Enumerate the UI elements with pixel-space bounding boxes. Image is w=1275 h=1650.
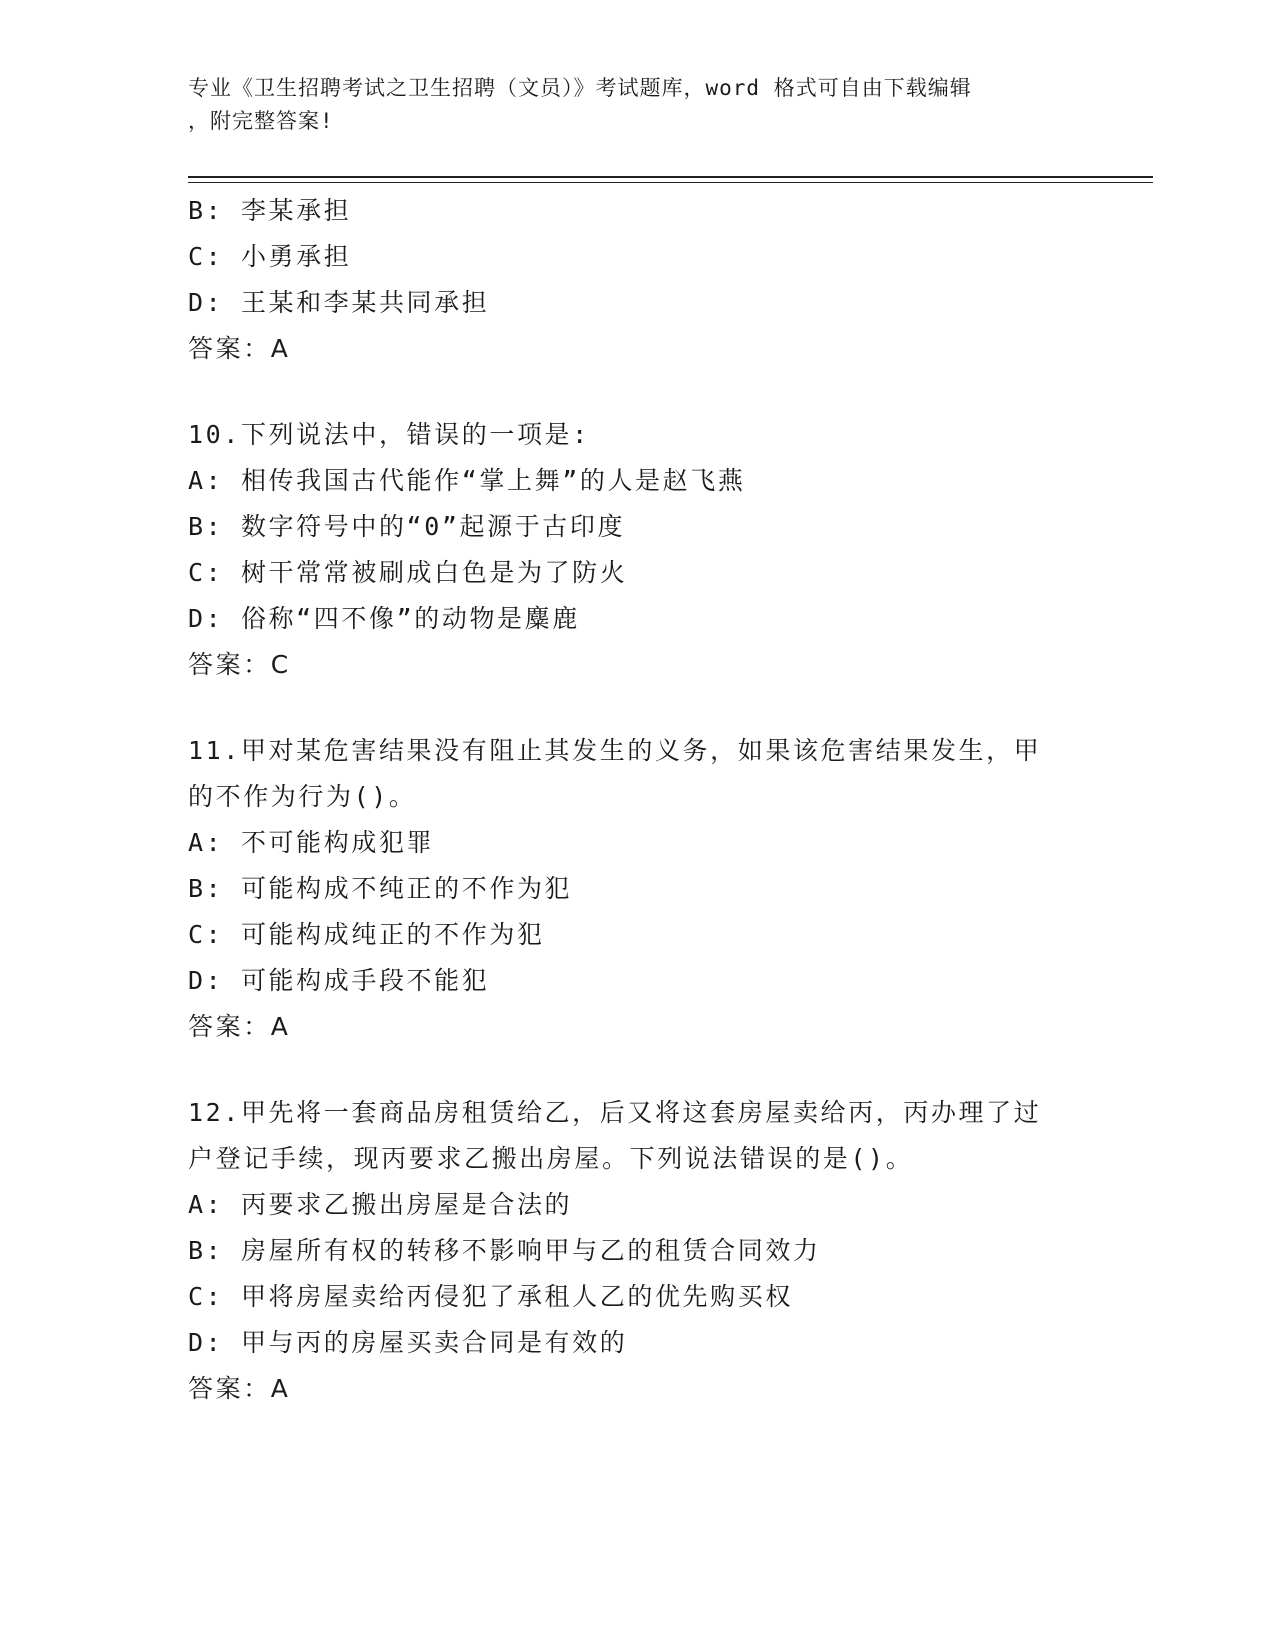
option-c: C: 可能构成纯正的不作为犯 bbox=[188, 920, 545, 949]
option-d: D: 可能构成手段不能犯 bbox=[188, 966, 490, 995]
answer-line: 答案：A bbox=[188, 1374, 291, 1403]
question-stem: 11.甲对某危害结果没有阻止其发生的义务，如果该危害结果发生，甲 bbox=[188, 736, 1042, 765]
option-b: B: 可能构成不纯正的不作为犯 bbox=[188, 874, 573, 903]
option-c: C: 小勇承担 bbox=[188, 242, 352, 271]
question-stem: 10.下列说法中，错误的一项是: bbox=[188, 420, 590, 449]
spacer bbox=[188, 1050, 1088, 1090]
option-d: D: 甲与丙的房屋买卖合同是有效的 bbox=[188, 1328, 628, 1357]
question-stem-continued: 户登记手续，现丙要求乙搬出房屋。下列说法错误的是()。 bbox=[188, 1144, 914, 1173]
spacer bbox=[188, 688, 1088, 728]
question-9-continuation bbox=[188, 188, 1088, 372]
question-10 bbox=[188, 412, 1088, 688]
header-line-1: 专业《卫生招聘考试之卫生招聘（文员）》考试题库，word 格式可自由下载编辑 bbox=[188, 76, 972, 100]
question-11 bbox=[188, 728, 1088, 1050]
answer-line: 答案：C bbox=[188, 650, 291, 679]
option-b: B: 李某承担 bbox=[188, 196, 352, 225]
spacer bbox=[188, 372, 1088, 412]
question-stem-continued: 的不作为行为()。 bbox=[188, 782, 417, 811]
option-a: A: 相传我国古代能作“掌上舞”的人是赵飞燕 bbox=[188, 466, 746, 495]
question-12 bbox=[188, 1090, 1088, 1412]
option-a: A: 丙要求乙搬出房屋是合法的 bbox=[188, 1190, 573, 1219]
answer-line: 答案：A bbox=[188, 334, 291, 363]
header-line-2: ，附完整答案! bbox=[188, 109, 334, 133]
option-c: C: 树干常常被刷成白色是为了防火 bbox=[188, 558, 628, 587]
option-c: C: 甲将房屋卖给丙侵犯了承租人乙的优先购买权 bbox=[188, 1282, 793, 1311]
option-a: A: 不可能构成犯罪 bbox=[188, 828, 435, 857]
document-header bbox=[188, 72, 1088, 138]
question-list bbox=[188, 188, 1088, 1412]
option-b: B: 数字符号中的“0”起源于古印度 bbox=[188, 512, 626, 541]
option-d: D: 王某和李某共同承担 bbox=[188, 288, 490, 317]
answer-line: 答案：A bbox=[188, 1012, 291, 1041]
option-b: B: 房屋所有权的转移不影响甲与乙的租赁合同效力 bbox=[188, 1236, 821, 1265]
header-divider-thin bbox=[188, 182, 1153, 183]
question-stem: 12.甲先将一套商品房租赁给乙，后又将这套房屋卖给丙，丙办理了过 bbox=[188, 1098, 1042, 1127]
option-d: D: 俗称“四不像”的动物是麋鹿 bbox=[188, 604, 580, 633]
header-divider-thick bbox=[188, 176, 1153, 178]
